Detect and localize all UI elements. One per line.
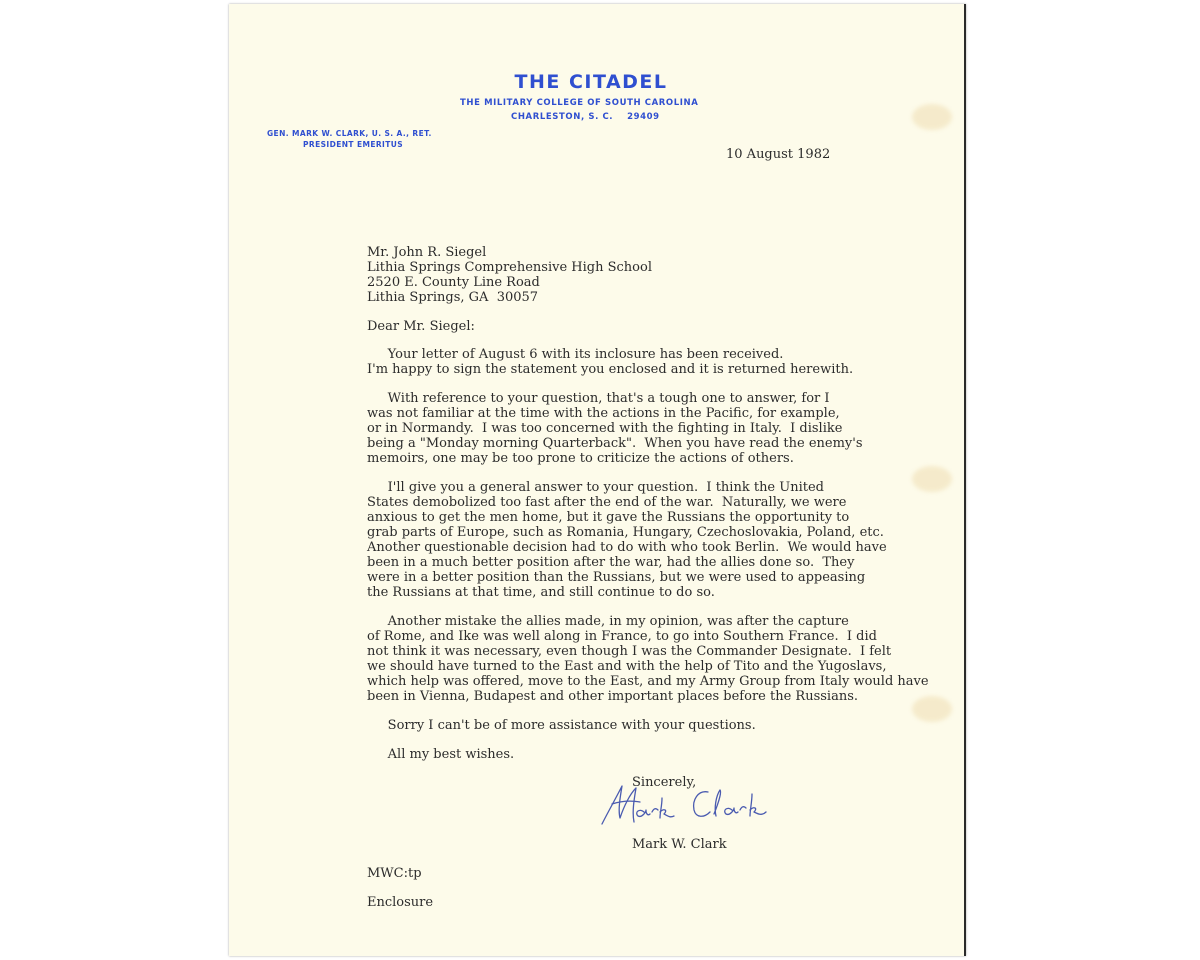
handwritten-signature <box>598 782 788 830</box>
body-line: With reference to your question, that's a tough one to answer, for I <box>367 391 830 406</box>
body-line: was not familiar at the time with the actions in the Pacific, for example, <box>367 406 840 421</box>
body-line: the Russians at that time, and still continue to do so. <box>367 585 715 600</box>
letterhead-title: THE CITADEL <box>514 71 668 93</box>
paper-stain <box>912 466 952 492</box>
paper-stain <box>912 104 952 130</box>
body-line: Sorry I can't be of more assistance with your questions. <box>367 718 756 733</box>
body-line: not think it was necessary, even though I was the Commander Designate. I felt <box>367 644 892 659</box>
closing: Sincerely, <box>632 775 697 790</box>
body-line: being a "Monday morning Quarterback". When you have read the enemy's <box>367 436 863 451</box>
body-line: been in a much better position after the war, had the allies done so. They <box>367 555 855 570</box>
body-line: of Rome, and Ike was well along in France, to go into Southern France. I did <box>367 629 877 644</box>
body-line: Your letter of August 6 with its inclosure has been received. <box>367 347 784 362</box>
salutation: Dear Mr. Siegel: <box>367 319 475 334</box>
signer-name: Mark W. Clark <box>632 837 727 852</box>
body-line: memoirs, one may be too prone to criticize the actions of others. <box>367 451 794 466</box>
typist-initials: MWC:tp <box>367 866 422 881</box>
body-line: were in a better position than the Russians, but we were used to appeasing <box>367 570 866 585</box>
body-line: which help was offered, move to the East, and my Army Group from Italy would have <box>367 674 929 689</box>
recipient-line: Mr. John R. Siegel <box>367 245 487 260</box>
letter-date: 10 August 1982 <box>726 147 831 162</box>
body-line: grab parts of Europe, such as Romania, Hungary, Czechoslovakia, Poland, etc. <box>367 525 884 540</box>
letterhead-address <box>511 112 660 122</box>
recipient-line: Lithia Springs Comprehensive High School <box>367 260 652 275</box>
recipient-line: Lithia Springs, GA 30057 <box>367 290 539 305</box>
letterhead-subtitle: THE MILITARY COLLEGE OF SOUTH CAROLINA <box>460 98 699 108</box>
body-line: anxious to get the men home, but it gave the Russians the opportunity to <box>367 510 850 525</box>
body-line: All my best wishes. <box>367 747 515 762</box>
paper-stain <box>912 696 952 722</box>
body-line: I'm happy to sign the statement you enclosed and it is returned herewith. <box>367 362 854 377</box>
enclosure-note: Enclosure <box>367 895 434 910</box>
body-line: been in Vienna, Budapest and other important places before the Russians. <box>367 689 858 704</box>
letterhead-city: CHARLESTON, S. C. <box>511 112 614 122</box>
letterhead-zip: 29409 <box>627 112 660 122</box>
body-line: Another mistake the allies made, in my opinion, was after the capture <box>367 614 849 629</box>
body-line: I'll give you a general answer to your question. I think the United <box>367 480 824 495</box>
sender-title: PRESIDENT EMERITUS <box>303 140 404 149</box>
body-line: we should have turned to the East and with the help of Tito and the Yugoslavs, <box>367 659 887 674</box>
body-line: or in Normandy. I was too concerned with the fighting in Italy. I dislike <box>367 421 843 436</box>
body-line: Another questionable decision had to do with who took Berlin. We would have <box>367 540 887 555</box>
sender-name: GEN. MARK W. CLARK, U. S. A., RET. <box>267 129 432 138</box>
recipient-line: 2520 E. County Line Road <box>367 275 540 290</box>
body-line: States demobolized too fast after the end of the war. Naturally, we were <box>367 495 847 510</box>
